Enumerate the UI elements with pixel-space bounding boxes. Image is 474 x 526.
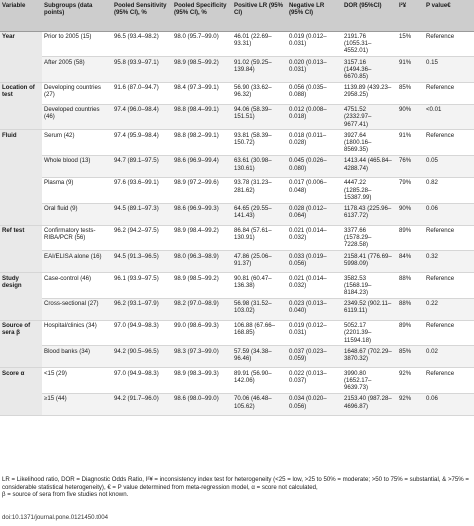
cell-sensitivity: 94.7 (89.1–97.5) (112, 155, 172, 177)
cell-variable: Ref test (0, 225, 42, 273)
cell-i2: 88% (397, 298, 424, 320)
cell-specificity: 98.9 (98.5–99.2) (172, 57, 232, 83)
cell-negative-lr: 0.020 (0.013–0.031) (287, 57, 342, 83)
cell-sensitivity: 94.2 (90.5–96.5) (112, 346, 172, 368)
cell-sensitivity: 95.8 (93.9–97.1) (112, 57, 172, 83)
cell-i2: 85% (397, 82, 424, 104)
table-row (0, 251, 474, 273)
cell-subgroup: Whole blood (13) (42, 155, 112, 177)
header-specificity: Pooled Specificity (95% CI), % (172, 0, 232, 31)
cell-dor: 2191.76 (1055.31–4552.01) (342, 31, 397, 57)
cell-dor: 2158.41 (776.69–5998.09) (342, 251, 397, 273)
cell-p-value: Reference (424, 320, 474, 346)
cell-positive-lr: 86.84 (57.61–130.91) (232, 225, 287, 251)
cell-subgroup: <15 (29) (42, 368, 112, 394)
cell-specificity: 98.0 (95.7–99.0) (172, 31, 232, 57)
cell-negative-lr: 0.021 (0.014–0.032) (287, 273, 342, 299)
cell-p-value: 0.15 (424, 57, 474, 83)
cell-specificity: 98.0 (96.3–98.9) (172, 251, 232, 273)
cell-negative-lr: 0.023 (0.013–0.040) (287, 298, 342, 320)
cell-variable: Location of test (0, 82, 42, 130)
cell-positive-lr: 94.06 (58.39–151.51) (232, 104, 287, 130)
header-dor: DOR (95%CI) (342, 0, 397, 31)
cell-subgroup: Plasma (9) (42, 177, 112, 203)
cell-sensitivity: 96.2 (94.2–97.5) (112, 225, 172, 251)
cell-i2: 84% (397, 251, 424, 273)
cell-negative-lr: 0.056 (0.035–0.088) (287, 82, 342, 104)
cell-dor: 5052.17 (2201.39–11594.18) (342, 320, 397, 346)
cell-dor: 1648.67 (702.29–3870.32) (342, 346, 397, 368)
table-body (0, 31, 474, 415)
cell-subgroup: After 2005 (58) (42, 57, 112, 83)
table-header-row (0, 0, 474, 31)
cell-negative-lr: 0.033 (0.019–0.056) (287, 251, 342, 273)
cell-p-value: 0.06 (424, 203, 474, 225)
cell-sensitivity: 97.4 (96.0–98.4) (112, 104, 172, 130)
cell-specificity: 98.9 (97.2–99.6) (172, 177, 232, 203)
cell-p-value: 0.02 (424, 346, 474, 368)
header-negative-lr: Negative LR (95% CI) (287, 0, 342, 31)
cell-i2: 89% (397, 320, 424, 346)
cell-specificity: 98.3 (97.3–99.0) (172, 346, 232, 368)
cell-specificity: 98.6 (98.0–99.0) (172, 393, 232, 415)
cell-positive-lr: 91.02 (59.25–139.84) (232, 57, 287, 83)
table-row (0, 130, 474, 156)
header-sensitivity: Pooled Sensitivity (95% CI), % (112, 0, 172, 31)
cell-i2: 89% (397, 225, 424, 251)
cell-p-value: 0.05 (424, 155, 474, 177)
cell-dor: 1413.44 (465.84–4288.74) (342, 155, 397, 177)
table-row (0, 31, 474, 57)
cell-sensitivity: 96.2 (93.1–97.9) (112, 298, 172, 320)
cell-specificity: 98.6 (96.9–99.4) (172, 155, 232, 177)
cell-sensitivity: 96.1 (93.9–97.5) (112, 273, 172, 299)
table-row (0, 82, 474, 104)
cell-dor: 3927.64 (1800.16–8569.35) (342, 130, 397, 156)
cell-i2: 79% (397, 177, 424, 203)
table-row (0, 273, 474, 299)
cell-positive-lr: 93.78 (31.23–281.62) (232, 177, 287, 203)
cell-specificity: 98.8 (98.4–99.1) (172, 104, 232, 130)
cell-specificity: 98.8 (98.2–99.1) (172, 130, 232, 156)
cell-i2: 76% (397, 155, 424, 177)
cell-sensitivity: 94.5 (91.3–96.5) (112, 251, 172, 273)
header-subgroups: Subgroups (data points) (42, 0, 112, 31)
cell-negative-lr: 0.021 (0.014–0.032) (287, 225, 342, 251)
cell-sensitivity: 94.5 (89.1–97.3) (112, 203, 172, 225)
cell-dor: 3377.66 (1578.29–7228.58) (342, 225, 397, 251)
cell-specificity: 98.9 (98.3–99.3) (172, 368, 232, 394)
cell-positive-lr: 56.90 (33.62–96.32) (232, 82, 287, 104)
cell-positive-lr: 93.81 (58.39–150.72) (232, 130, 287, 156)
cell-dor: 3990.80 (1652.17–9639.73) (342, 368, 397, 394)
table-row (0, 177, 474, 203)
header-positive-lr: Positive LR (95% CI) (232, 0, 287, 31)
cell-dor: 4447.22 (1285.28–15387.99) (342, 177, 397, 203)
cell-negative-lr: 0.019 (0.012–0.031) (287, 31, 342, 57)
cell-negative-lr: 0.012 (0.008–0.018) (287, 104, 342, 130)
cell-dor: 2153.40 (987.28–4696.87) (342, 393, 397, 415)
cell-sensitivity: 97.0 (94.9–98.3) (112, 320, 172, 346)
cell-specificity: 98.9 (98.5–99.2) (172, 273, 232, 299)
cell-i2: 91% (397, 130, 424, 156)
cell-i2: 92% (397, 393, 424, 415)
cell-negative-lr: 0.034 (0.020–0.056) (287, 393, 342, 415)
cell-i2: 90% (397, 104, 424, 130)
cell-i2: 91% (397, 57, 424, 83)
cell-subgroup: ≥15 (44) (42, 393, 112, 415)
cell-negative-lr: 0.045 (0.026–0.080) (287, 155, 342, 177)
cell-p-value: Reference (424, 31, 474, 57)
table-row (0, 298, 474, 320)
cell-positive-lr: 89.91 (56.90–142.06) (232, 368, 287, 394)
cell-subgroup: Blood banks (34) (42, 346, 112, 368)
doi-label: doi:10.1371/journal.pone.0121450.t004 (2, 514, 109, 521)
cell-sensitivity: 96.5 (93.4–98.2) (112, 31, 172, 57)
table-row (0, 393, 474, 415)
cell-p-value: Reference (424, 368, 474, 394)
cell-specificity: 98.4 (97.3–99.1) (172, 82, 232, 104)
cell-specificity: 98.6 (96.9–99.3) (172, 203, 232, 225)
cell-p-value: 0.22 (424, 298, 474, 320)
cell-positive-lr: 63.61 (30.98–130.61) (232, 155, 287, 177)
header-variable: Variable (0, 0, 42, 31)
cell-positive-lr: 56.98 (31.52–103.02) (232, 298, 287, 320)
cell-sensitivity: 94.2 (91.7–96.0) (112, 393, 172, 415)
cell-p-value: Reference (424, 130, 474, 156)
footnote-sera-source: β = source of sera from five studies not known. (2, 491, 129, 499)
cell-subgroup: Cross-sectional (27) (42, 298, 112, 320)
cell-negative-lr: 0.019 (0.012–0.031) (287, 320, 342, 346)
cell-subgroup: Confirmatory tests-RIBA/PCR (56) (42, 225, 112, 251)
cell-subgroup: Case-control (46) (42, 273, 112, 299)
cell-dor: 1178.43 (225.96–6137.72) (342, 203, 397, 225)
cell-p-value: 0.32 (424, 251, 474, 273)
cell-i2: 90% (397, 203, 424, 225)
cell-sensitivity: 97.4 (95.9–98.4) (112, 130, 172, 156)
cell-positive-lr: 90.81 (60.47–136.38) (232, 273, 287, 299)
cell-positive-lr: 46.01 (22.69–93.31) (232, 31, 287, 57)
cell-specificity: 98.9 (98.4–99.2) (172, 225, 232, 251)
cell-i2: 85% (397, 346, 424, 368)
cell-subgroup: Serum (42) (42, 130, 112, 156)
cell-subgroup: Developed countries (46) (42, 104, 112, 130)
cell-subgroup: EAI/ELISA alone (16) (42, 251, 112, 273)
cell-negative-lr: 0.028 (0.012–0.064) (287, 203, 342, 225)
cell-variable: Fluid (0, 130, 42, 225)
cell-p-value: Reference (424, 225, 474, 251)
table-row (0, 225, 474, 251)
footnote-abbreviations: LR = Likelihood ratio, DOR = Diagnostic Odds Ratio, I²¥ = inconsistency index test for heterogeneity (<25 = low, >25 to 50% = moderate; >50 to 75% = substantial, & >75% = considerable statistical heterogeneity), € = P value determined from meta-regression model, α = score not calculated, (2, 476, 469, 491)
table-row (0, 104, 474, 130)
cell-negative-lr: 0.018 (0.011–0.028) (287, 130, 342, 156)
cell-sensitivity: 91.6 (87.0–94.7) (112, 82, 172, 104)
cell-positive-lr: 57.59 (34.38–96.46) (232, 346, 287, 368)
cell-subgroup: Prior to 2005 (15) (42, 31, 112, 57)
cell-specificity: 98.2 (97.0–98.9) (172, 298, 232, 320)
table-row (0, 203, 474, 225)
cell-negative-lr: 0.022 (0.013–0.037) (287, 368, 342, 394)
footnotes (0, 476, 474, 499)
table-row (0, 368, 474, 394)
cell-variable: Year (0, 31, 42, 82)
cell-p-value: Reference (424, 82, 474, 104)
cell-positive-lr: 70.06 (46.48–105.62) (232, 393, 287, 415)
cell-p-value: 0.82 (424, 177, 474, 203)
cell-negative-lr: 0.037 (0.023–0.059) (287, 346, 342, 368)
table-row (0, 346, 474, 368)
cell-dor: 3582.53 (1568.19–8184.23) (342, 273, 397, 299)
header-p-value: P value€ (424, 0, 474, 31)
cell-sensitivity: 97.6 (93.6–99.1) (112, 177, 172, 203)
cell-variable: Study design (0, 273, 42, 321)
cell-i2: 92% (397, 368, 424, 394)
table-row (0, 155, 474, 177)
cell-positive-lr: 64.65 (29.55–141.43) (232, 203, 287, 225)
cell-dor: 2349.52 (902.11–6119.11) (342, 298, 397, 320)
cell-specificity: 99.0 (98.6–99.3) (172, 320, 232, 346)
cell-sensitivity: 97.0 (94.9–98.3) (112, 368, 172, 394)
cell-p-value: 0.06 (424, 393, 474, 415)
cell-positive-lr: 106.88 (67.66–168.85) (232, 320, 287, 346)
cell-dor: 4751.52 (2332.97–9677.41) (342, 104, 397, 130)
cell-i2: 15% (397, 31, 424, 57)
cell-dor: 3157.16 (1494.36–6670.85) (342, 57, 397, 83)
cell-i2: 88% (397, 273, 424, 299)
cell-subgroup: Developing countries (27) (42, 82, 112, 104)
cell-variable: Score α (0, 368, 42, 416)
cell-negative-lr: 0.017 (0.006–0.048) (287, 177, 342, 203)
header-i2: I²¥ (397, 0, 424, 31)
cell-subgroup: Hospital/clinics (34) (42, 320, 112, 346)
cell-p-value: <0.01 (424, 104, 474, 130)
cell-positive-lr: 47.86 (25.06–91.37) (232, 251, 287, 273)
cell-p-value: Reference (424, 273, 474, 299)
table-row (0, 57, 474, 83)
cell-dor: 1139.89 (439.23–2958.25) (342, 82, 397, 104)
cell-variable: Source of sera β (0, 320, 42, 368)
table-row (0, 320, 474, 346)
cell-subgroup: Oral fluid (9) (42, 203, 112, 225)
